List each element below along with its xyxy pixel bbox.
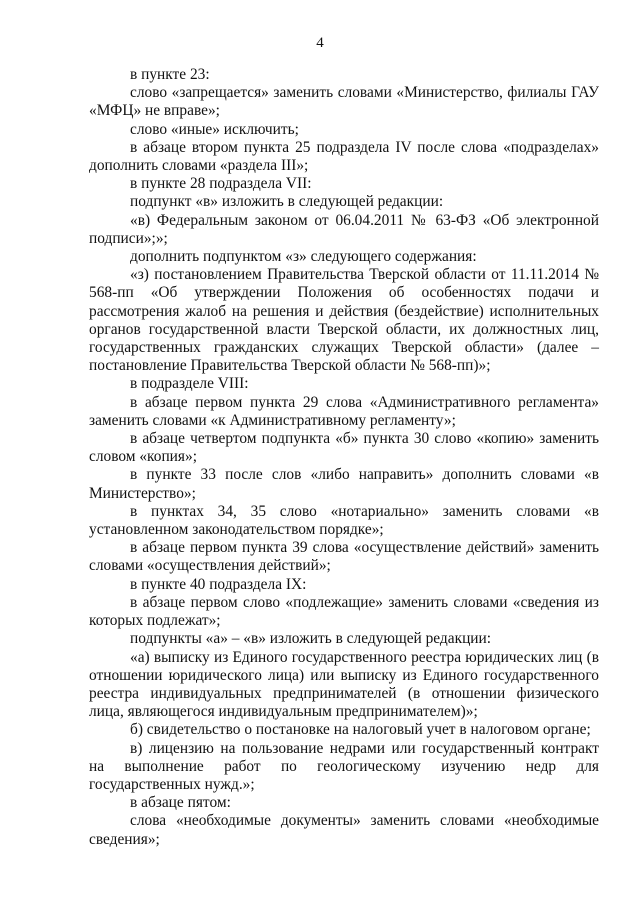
paragraph: в пункте 23: [130, 66, 210, 83]
paragraph: б) свидетельство о постановке на налоговый учет в налоговом органе; [130, 721, 591, 739]
paragraph: слова «необходимые документы» заменить словами «необходимые сведения»; [89, 812, 599, 848]
paragraph: в подразделе VIII: [130, 375, 249, 393]
paragraph: в абзаце первом слово «подлежащие» заменить словами «сведения из которых подлежат»; [89, 593, 599, 630]
paragraph: подпункт «в» изложить в следующей редакции: [130, 193, 444, 211]
paragraph: в абзаце четвертом подпункта «б» пункта 30 слово «копию» заменить словом «копия»; [89, 430, 599, 466]
paragraph: в абзаце первом пункта 29 слова «Административного регламента» заменить словами «к Административному регламенту»; [89, 393, 599, 429]
paragraph: в пункте 33 после слов «либо направить» дополнить словами «в Министерство»; [89, 466, 599, 502]
page-number: 4 [316, 35, 324, 51]
paragraph: слово «запрещается» заменить словами «Министерство, филиалы ГАУ «МФЦ» не вправе»; [89, 84, 599, 120]
paragraph: в абзаце пятом: [130, 794, 231, 812]
paragraph: подпункты «а» – «в» изложить в следующей редакции: [130, 630, 492, 648]
paragraph: в абзаце первом пункта 39 слова «осуществление действий» заменить словами «осуществления действий»; [89, 539, 599, 575]
paragraph: «з) постановлением Правительства Тверской области от 11.11.2014 № 568-пп «Об утверждении Положения об особенностях подачи и рассмотрения жалоб на решения и действия (бездействие) исполнительных органов государственной власти Тверской области, их должностных лиц, государственных гражданских служащих Тверской области» (далее – постановление Правительства Тверской области № 568-пп)»; [89, 266, 599, 375]
paragraph: в пункте 40 подраздела IX: [130, 575, 307, 593]
paragraph: в пунктах 34, 35 слово «нотариально» заменить словами «в установленном законодательством порядке»; [89, 502, 599, 539]
paragraph: в пункте 28 подраздела VII: [130, 175, 312, 193]
paragraph: в) лицензию на пользование недрами или государственный контракт на выполнение работ по геологическому изучению недр для государственных нужд.»; [89, 739, 599, 793]
paragraph: в абзаце втором пункта 25 подраздела IV после слова «подразделах» дополнить словами «раздела III»; [89, 138, 599, 175]
paragraph: «а) выписку из Единого государственного реестра юридических лиц (в отношении юридического лица) или выписку из Единого государственного реестра индивидуальных предпринимателей (в отношении физического лица, являющегося индивидуальным предпринимателем)»; [89, 648, 599, 721]
document-body [89, 66, 599, 849]
paragraph: дополнить подпунктом «з» следующего содержания: [130, 248, 477, 266]
paragraph: слово «иные» исключить; [130, 120, 299, 138]
paragraph: «в) Федеральным законом от 06.04.2011 № 63-ФЗ «Об электронной подписи»;»; [89, 211, 599, 247]
